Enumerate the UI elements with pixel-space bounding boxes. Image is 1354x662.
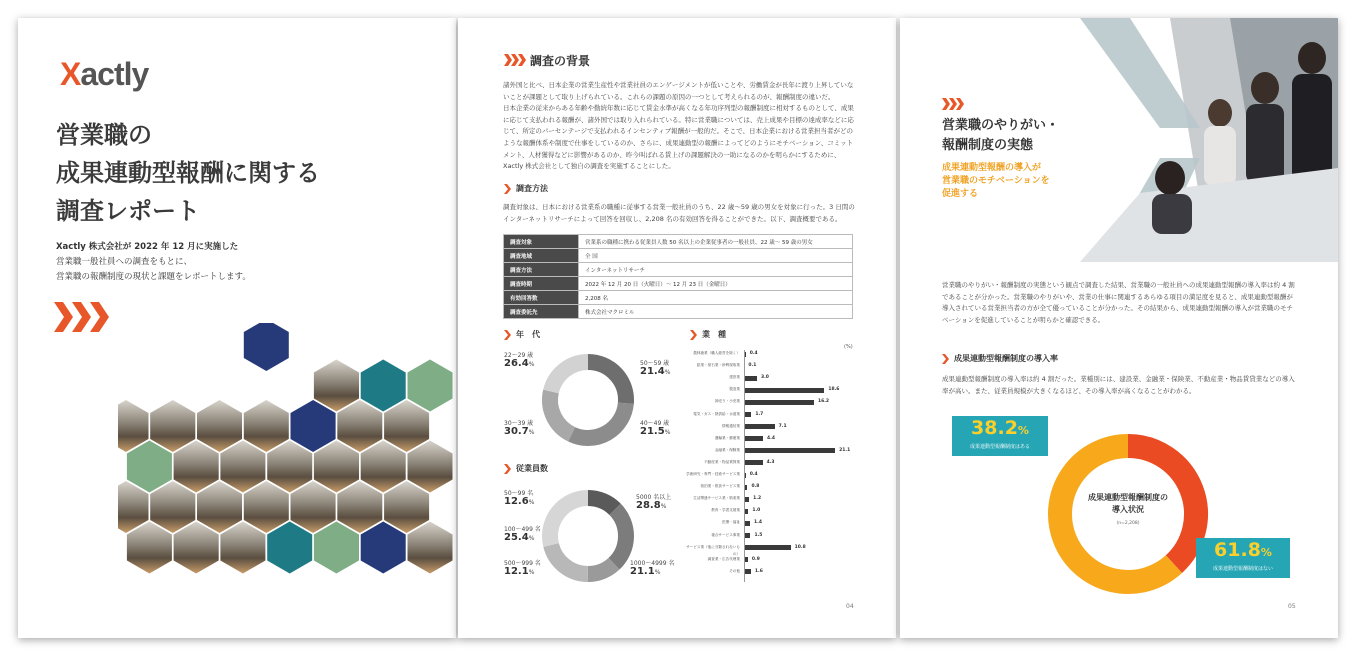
industry-value: 1.0 <box>752 508 761 514</box>
industry-bar <box>744 376 757 381</box>
emp-label: 1000～4999 名 <box>630 560 675 567</box>
hexagon-tile <box>174 441 219 493</box>
chevrons-icon <box>942 98 964 110</box>
table-key: 調査対象 <box>504 235 579 249</box>
chevrons-icon <box>54 302 114 332</box>
hexagon-tile <box>244 400 289 452</box>
hexagon-tile <box>127 522 172 574</box>
industry-bar <box>744 412 751 417</box>
section-title <box>942 116 1059 156</box>
hexagon-tile <box>361 441 406 493</box>
pct-unit: % <box>664 369 671 376</box>
employee-slice <box>551 545 588 574</box>
industry-value: 0.9 <box>751 556 760 562</box>
xactly-logo: Xactly <box>60 56 149 92</box>
industry-unit: (%) <box>844 344 853 350</box>
callout-label: 成果連動型報酬制度はある <box>969 444 1030 450</box>
industry-value: 3.0 <box>760 375 769 381</box>
industry-value: 21.1 <box>839 447 851 453</box>
text-line: に応じて支払われる報酬が、諸外国では取り入れられている。特に営業職については、売上成果や目標の達成率などに応 <box>503 115 854 124</box>
background-text <box>503 80 863 173</box>
hexagon-tile <box>314 441 359 493</box>
method-heading: 調査方法 <box>516 184 548 193</box>
hexagon-tile <box>408 522 453 574</box>
cover-title-line: 調査レポート <box>56 197 200 225</box>
industry-value: 0.4 <box>749 472 758 477</box>
pct-unit: % <box>528 429 535 436</box>
industry-label: 情報通信業 <box>722 423 740 428</box>
table-row <box>504 305 853 319</box>
employee-donut-chart <box>538 486 638 586</box>
age-label: 30～39 歳 <box>504 420 534 427</box>
cover-page <box>18 18 456 638</box>
donut-title-line: 成果連動型報酬制度の <box>1088 493 1168 502</box>
age-value: 21.5 <box>640 426 665 437</box>
hexagon-tile <box>291 400 336 452</box>
pct-unit: % <box>654 569 661 576</box>
age-value: 21.4 <box>640 366 665 377</box>
industry-label: その他 <box>729 568 740 573</box>
subtitle-line: 促進する <box>942 189 979 199</box>
industry-bar <box>744 388 824 393</box>
adoption-heading: 成果連動型報酬制度の導入率 <box>954 354 1058 363</box>
industry-bar <box>744 424 775 429</box>
page-number: 05 <box>1288 603 1296 610</box>
table-key: 調査地域 <box>504 249 579 263</box>
emp-label: 100～499 名 <box>504 526 541 533</box>
emp-label-50 <box>504 490 534 507</box>
age-value: 26.4 <box>504 358 529 369</box>
industry-value: 1.6 <box>754 568 763 574</box>
cover-desc-line: 営業職の報酬制度の現状と課題をレポートします。 <box>56 272 251 282</box>
age-slice <box>588 362 626 403</box>
table-key: 調査委託先 <box>504 305 579 319</box>
chevron-icon <box>504 464 511 474</box>
hexagon-tile <box>337 481 382 533</box>
industry-label: 電気・ガス・熱供給・水道業 <box>693 411 740 416</box>
age-value: 30.7 <box>504 426 529 437</box>
industry-label: 不動産業・物品賃貸業 <box>704 459 740 464</box>
pct-unit: % <box>528 499 535 506</box>
table-row <box>504 263 853 277</box>
method-text <box>503 202 863 225</box>
industry-value: 1.7 <box>755 411 764 417</box>
industry-value: 1.5 <box>754 532 763 538</box>
industry-value: 1.4 <box>754 520 763 526</box>
hexagon-photo-collage <box>118 323 456 638</box>
not-adopted-callout <box>1196 538 1290 578</box>
hexagon-tile <box>384 481 429 533</box>
callout-label: 成果連動型報酬制度はない <box>1212 566 1273 572</box>
hexagon-tile <box>314 522 359 574</box>
section-title-line: 営業職のやりがい・ <box>942 118 1060 133</box>
age-label-30 <box>504 420 534 437</box>
industry-bar-chart <box>686 350 856 580</box>
subtitle-line: 営業職のモチベーションを <box>942 176 1050 186</box>
industry-label: 卸売り・小売業 <box>714 399 740 404</box>
subtitle-line: 成果連動型報酬の導入が <box>942 163 1042 173</box>
industry-value: 0.4 <box>749 351 758 356</box>
page-number: 04 <box>846 603 854 610</box>
table-value: 株式会社マクロミル <box>579 305 853 319</box>
hexagon-tile <box>220 522 265 574</box>
text-line: 日本企業の従来からある年齢や勤続年数に応じて賃金水準が高くなる年功序列型の報酬制度に相対するものとして、成果 <box>503 104 854 113</box>
donut-center-title <box>1076 492 1180 530</box>
chevrons-icon <box>504 54 526 66</box>
industry-bar <box>744 545 791 550</box>
emp-label-5000 <box>636 494 671 511</box>
age-slice <box>572 403 626 438</box>
emp-value: 12.1 <box>504 566 529 577</box>
hexagon-tile <box>384 400 429 452</box>
donut-n: (n=2,208) <box>1116 521 1140 526</box>
hexagon-tile <box>361 522 406 574</box>
pct-unit: % <box>528 361 535 368</box>
emp-label-1000 <box>630 560 674 577</box>
employee-slice <box>550 498 588 545</box>
text-line: 調査対象は、日本における営業系の職種に従事する営業一般社員のうち、22 歳～59 歳の男女を対象に行った。3 日間の <box>503 203 855 211</box>
age-donut-chart <box>538 350 638 450</box>
industry-bar <box>744 436 763 441</box>
table-row <box>504 235 853 249</box>
table-row <box>504 291 853 305</box>
industry-label: 学術研究・専門・技術サービス業 <box>686 472 740 476</box>
cover-title <box>56 116 320 230</box>
hexagon-tile <box>408 441 453 493</box>
text-line: インターネットリサーチによって回答を回収し、2,208 名の有効回答を得ることができた。以下、調査概要である。 <box>503 214 842 223</box>
text-line: であることが分かった。営業職のやりがいや、営業の仕事に関連するあらゆる項目の満足度を見ると、成果連動型報酬が <box>942 292 1293 301</box>
section-subtitle <box>942 162 1050 201</box>
callout-value: 38.2 <box>971 417 1018 439</box>
industry-value: 10.8 <box>794 544 806 550</box>
cover-title-line: 成果連動型報酬に関する <box>56 159 320 187</box>
industry-heading: 業 種 <box>702 330 726 339</box>
table-value: インターネットリサーチ <box>579 263 853 277</box>
industry-label: 運輸業・郵便業 <box>714 435 740 440</box>
hexagon-tile <box>197 400 242 452</box>
survey-overview-table <box>503 234 853 319</box>
donut-title-line: 導入状況 <box>1112 505 1144 514</box>
text-line: 諸外国と比べ、日本企業の営業生産性や営業社員のエンゲージメントが低いことや、労働賃金が長年に渡り上昇していな <box>503 81 854 89</box>
hexagon-tile <box>314 360 359 412</box>
pct-unit: % <box>1260 546 1272 559</box>
industry-bar <box>744 460 763 465</box>
industry-label: 建設業 <box>729 375 740 380</box>
industry-label: 鉱業・採石業・砂利採取業 <box>696 363 740 368</box>
hexagon-tile <box>197 481 242 533</box>
industry-bar <box>744 569 751 574</box>
text-line: いことが課題として取り上げられている。これらの課題の原因の一つとして考えられるのが、報酬制度の違いだ。 <box>503 92 835 101</box>
hexagon-tile <box>127 441 172 493</box>
table-row <box>504 277 853 291</box>
pct-unit: % <box>528 535 535 542</box>
industry-label: 医療・福祉 <box>722 520 740 525</box>
age-label-40 <box>640 420 670 437</box>
cover-desc-line: Xactly 株式会社が 2022 年 12 月に実施した <box>56 242 239 252</box>
text-line: 営業職のやりがい・報酬制度の実態という観点で調査した結果、営業職の一般社員への成果連動型報酬の導入率は約 4 割 <box>942 281 1295 289</box>
hexagon-tile <box>174 522 219 574</box>
age-slice <box>550 391 572 434</box>
table-key: 調査時期 <box>504 277 579 291</box>
cover-description <box>56 240 251 285</box>
industry-value: 1.2 <box>753 496 762 502</box>
industry-label: 金融業・保険業 <box>714 447 740 452</box>
text-line: メント、人材獲得などに影響があるのか、昨今叫ばれる賃上げの課題解決の一助になるのかを明らかにするために、 <box>503 150 841 159</box>
industry-label: 複合サービス事業 <box>711 532 740 537</box>
industry-bar <box>744 448 835 453</box>
logo-rest: actly <box>80 56 149 92</box>
pct-unit: % <box>664 429 671 436</box>
industry-value: 7.1 <box>778 423 787 429</box>
industry-value: 18.6 <box>828 387 840 393</box>
hexagon-tile <box>267 441 312 493</box>
emp-value: 28.8 <box>636 500 661 511</box>
table-value: 営業系の職種に携わる従業員人数 50 名以上の企業従事者の一般社員、22 歳～ 59 歳の男女 <box>579 235 853 249</box>
emp-label: 500～999 名 <box>504 560 541 567</box>
table-key: 有効回答数 <box>504 291 579 305</box>
age-slice <box>551 362 588 391</box>
emp-label: 50～99 名 <box>504 490 534 497</box>
page-04 <box>458 18 896 638</box>
table-key: 調査方法 <box>504 263 579 277</box>
chevron-icon <box>942 354 949 364</box>
industry-label: 製造業 <box>729 387 740 392</box>
pct-unit: % <box>528 569 535 576</box>
age-label-22 <box>504 352 534 369</box>
chevron-icon <box>504 184 511 194</box>
hexagon-tile <box>220 441 265 493</box>
emp-label: 5000 名以上 <box>636 494 672 501</box>
hexagon-tile <box>244 481 289 533</box>
text-line: 導入されている営業担当者の方が全て優っていることが分かった。その結果から、成果連動型報酬の導入が営業職のモチ <box>942 304 1293 313</box>
industry-axis <box>744 350 745 582</box>
hexagon-tile <box>244 323 289 371</box>
hexagon-tile <box>408 360 453 412</box>
hexagon-tile <box>150 481 195 533</box>
industry-bar <box>744 400 814 405</box>
industry-value: 4.3 <box>766 459 775 465</box>
hexagon-tile <box>267 522 312 574</box>
employee-heading: 従業員数 <box>516 464 548 473</box>
age-label: 50～59 歳 <box>640 360 670 367</box>
emp-label-100 <box>504 526 541 543</box>
adopted-callout <box>952 416 1048 456</box>
table-value: 全 国 <box>579 249 853 263</box>
text-line: ような報酬体系や制度で仕事をしているのか、さらに、成果連動型の報酬によってどのようにモチベーション、コミット <box>503 138 854 147</box>
text-line: 成果連動型報酬制度の導入率は約 4 割だった。業種別には、建設業、金融業・保険業、不動産業・物品賃貸業などの導入 <box>942 375 1295 383</box>
emp-label-500 <box>504 560 541 577</box>
hexagon-tile <box>361 360 406 412</box>
text-line: Xactly 株式会社として独自の調査を実施することにした。 <box>503 162 675 171</box>
pct-unit: % <box>660 503 667 510</box>
employee-slice <box>588 498 615 509</box>
text-line: 率が高い。また、従業員規模が大きくなるほど、その導入率が高くなることがわかる。 <box>942 386 1196 395</box>
emp-value: 25.4 <box>504 532 529 543</box>
table-value: 2,208 名 <box>579 291 853 305</box>
age-label-50 <box>640 360 670 377</box>
emp-value: 21.1 <box>630 566 655 577</box>
pct-unit: % <box>1017 424 1029 437</box>
hexagon-tile <box>337 400 382 452</box>
age-label: 22～29 歳 <box>504 352 534 359</box>
callout-value: 61.8 <box>1214 539 1261 561</box>
chevron-icon <box>690 330 697 340</box>
findings-text <box>942 280 1302 326</box>
industry-label: 生活関連サービス業・娯楽業 <box>693 496 740 501</box>
employee-slice <box>614 509 626 563</box>
table-value: 2022 年 12 月 20 日（火曜日）～ 12 月 23 日（金曜日） <box>579 277 853 291</box>
industry-value: 0.1 <box>748 363 757 369</box>
industry-value: 4.4 <box>767 435 775 441</box>
age-label: 40～49 歳 <box>640 420 670 427</box>
industry-label: 宿泊業・飲食サービス業 <box>700 484 740 489</box>
text-line: じて、所定のパーセンテージで支払われるインセンティブ報酬が一般的だ。そこで、日本企業における営業担当者がどの <box>503 127 853 136</box>
table-row <box>504 249 853 263</box>
emp-value: 12.6 <box>504 496 529 507</box>
industry-label: 調査業・広告代理業 <box>707 556 740 561</box>
age-heading: 年 代 <box>516 330 540 339</box>
text-line: ベーションを促進していることが明らかと確認できる。 <box>942 315 1105 324</box>
industry-label: サービス業（他に分類されないもの） <box>686 544 740 556</box>
cover-desc-line: 営業職一般社員への調査をもとに、 <box>56 257 193 267</box>
cover-title-line: 営業職の <box>56 121 152 149</box>
adoption-text <box>942 374 1302 397</box>
background-heading: 調査の背景 <box>530 54 591 68</box>
business-meeting-photo <box>1020 18 1338 262</box>
industry-value: 16.2 <box>817 399 830 405</box>
chevron-icon <box>504 330 511 340</box>
page-05 <box>900 18 1338 638</box>
industry-value: 0.8 <box>751 484 760 490</box>
industry-label: 農林漁業（職人経営を除く） <box>693 351 740 355</box>
hexagon-tile <box>291 481 336 533</box>
hexagon-tile <box>150 400 195 452</box>
industry-label: 教育・学習支援業 <box>711 508 740 513</box>
employee-slice <box>588 564 614 574</box>
section-title-line: 報酬制度の実態 <box>942 138 1034 153</box>
